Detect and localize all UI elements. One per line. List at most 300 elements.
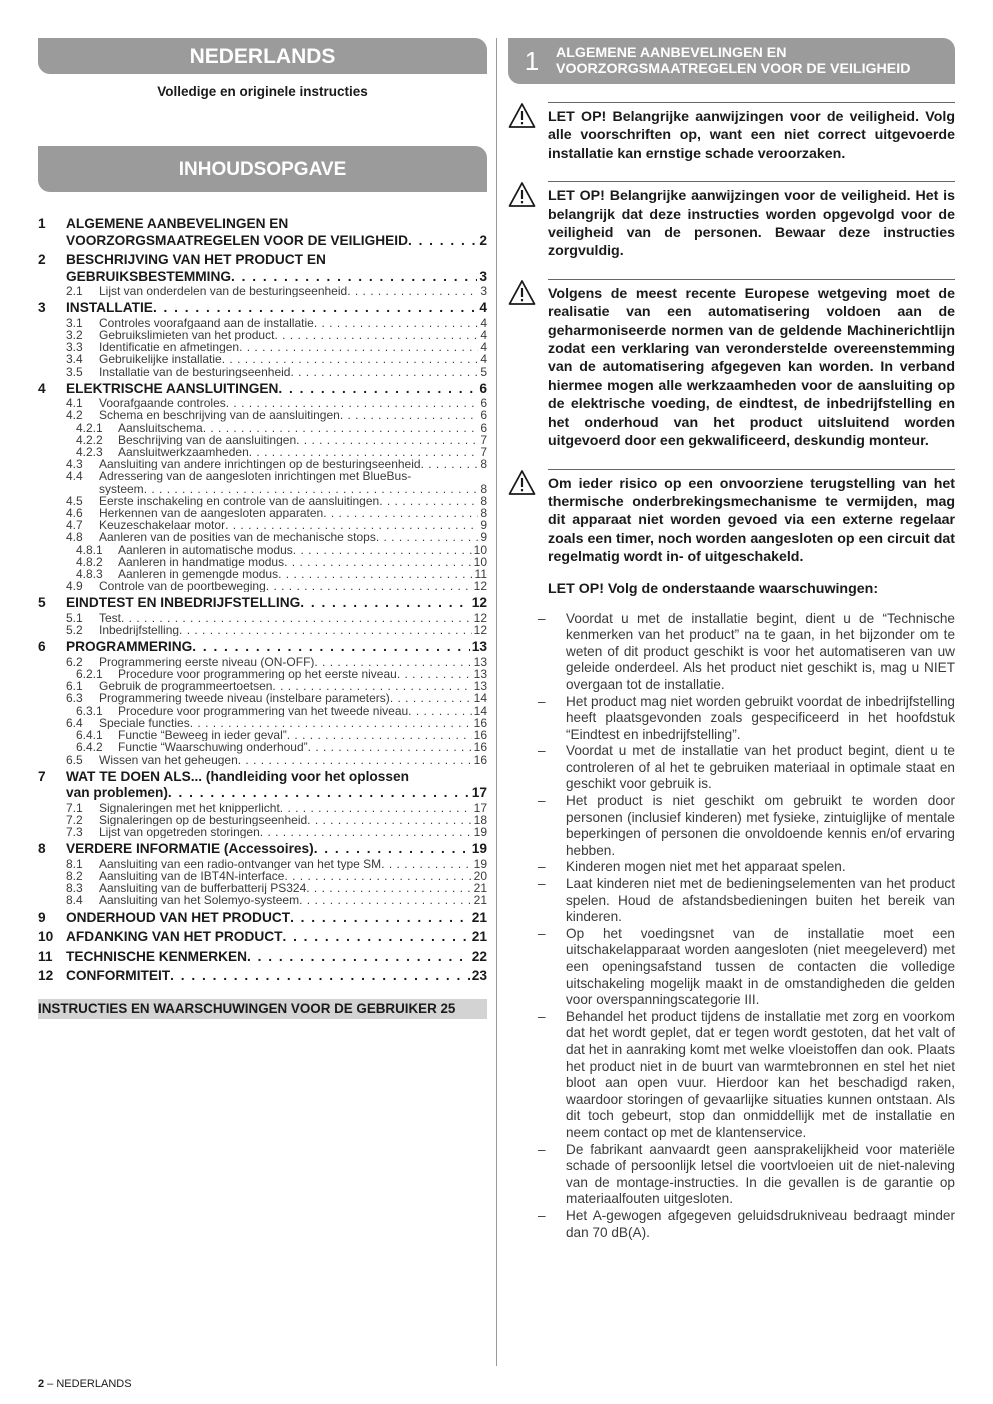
list-item: – Op het voedingsnet van de installatie moet een uitschakelapparaat worden aangesloten (niet meegeleverd) met een openingsafstand tussen de contacten die volledige uitschakeling mogelijk maakt in de omstandigheden die gelden voor overspanningscategorie III. (538, 926, 955, 1009)
toc-subsection-line (118, 705, 487, 717)
toc-subsection[interactable] (38, 814, 487, 826)
toc-chapter-title: AFDANKING VAN HET PRODUCT (66, 929, 283, 945)
toc-subsection-title: Programmering tweede niveau (instelbare parameters) (99, 692, 390, 705)
toc-subsection-number: 4.8 (66, 530, 83, 545)
toc-subsection-line (99, 680, 487, 692)
toc-chapter[interactable] (38, 949, 487, 966)
toc-subsection[interactable] (38, 612, 487, 624)
toc-page-number: 4 (480, 328, 487, 342)
toc-chapter[interactable] (38, 769, 487, 802)
toc-subsection-number: 4.3 (66, 457, 83, 472)
column-divider (496, 38, 497, 1366)
section-title-line-1: ALGEMENE AANBEVELINGEN EN (556, 45, 787, 61)
toc-subsection[interactable] (38, 668, 487, 680)
language-banner: NEDERLANDS (38, 38, 487, 74)
toc-page-number: 13 (473, 668, 487, 681)
toc-page-number: 12 (471, 595, 487, 611)
toc-chapter-title-line (66, 381, 487, 398)
toc-chapter[interactable] (38, 910, 487, 927)
toc-page-number: 10 (473, 543, 487, 556)
toc-page-number: 4 (480, 353, 487, 366)
toc-chapter-title-line (66, 785, 487, 802)
warning-triangle-icon (508, 279, 548, 451)
toc-subsection-title: Voorafgaande controles (99, 397, 226, 410)
toc-chapter-number: 6 (38, 639, 46, 655)
toc-leader-dots (307, 814, 471, 826)
toc-leader-dots (260, 826, 472, 838)
toc-page-number: 14 (473, 704, 487, 717)
toc-subsection-title: Gebruik de programmeertoetsen (99, 680, 273, 693)
toc-subsection[interactable] (38, 624, 487, 636)
toc-chapter[interactable] (38, 841, 487, 858)
warning-block (508, 181, 955, 261)
toc-subsection-line (99, 692, 487, 704)
toc-chapter-number: 2 (38, 252, 46, 267)
toc-subsection[interactable] (38, 458, 487, 470)
toc-page-number: 8 (480, 482, 487, 495)
left-column (38, 38, 487, 1019)
toc-subsection-title: Signaleringen met het knipperlicht (99, 801, 280, 814)
toc-subsection[interactable] (38, 882, 487, 894)
toc-subsection-line (118, 668, 487, 680)
toc-subsection-number (38, 483, 99, 495)
toc-chapter-title-line (66, 968, 487, 985)
right-column (508, 38, 955, 1241)
toc-subsection[interactable] (38, 705, 487, 717)
toc-chapter[interactable] (38, 595, 487, 612)
toc-chapter-number: 5 (38, 595, 46, 611)
toc-page-number: 17 (471, 785, 487, 801)
toc-chapter-number: 12 (38, 968, 54, 984)
toc-chapter-title-line (66, 300, 487, 317)
toc-subsection-line (118, 544, 487, 556)
toc-subsection[interactable] (38, 754, 487, 766)
toc-subsection[interactable] (38, 483, 487, 495)
toc-subsection-line (99, 656, 487, 668)
toc-page-number: 11 (474, 568, 487, 581)
toc-subsection[interactable] (38, 507, 487, 519)
toc-page-number: 21 (471, 909, 487, 925)
toc-subsection-title: Functie “Waarschuwing onderhoud” (118, 741, 308, 754)
toc-subsection[interactable] (38, 826, 487, 838)
warning-text: Volgens de meest recente Europese wetgeving moet de realisatie van een automatisering voldoen aan de geharmoniseerde normen van de geldende Machinerichtlijn zodat een verklaring van veronderstelde overeenstemming van de automatisering afgegeven kan worden. In verband hiermee mogen alle werkzaamheden voor de aansluiting op de elektrische voeding, de eindtest, de inbedrijfstelling en het onderhoud van het product uitsluitend worden uitgevoerd door een gekwalificeerd, deskundig monteur. (548, 279, 955, 451)
toc-subsection-line (118, 446, 487, 458)
toc-subsection-number: 4.8.2 (76, 554, 103, 569)
list-item: – Laat kinderen niet met de bedieningselementen van het product spelen. Houd de afstandsbedieningen buiten het bereik van kinderen. (538, 876, 955, 926)
toc-subsection-number: 6.3 (66, 691, 83, 706)
toc-user-instructions-entry[interactable] (38, 999, 487, 1019)
toc-chapter-body (66, 841, 487, 858)
toc-leader-dots (239, 341, 478, 353)
toc-subsection-line (99, 317, 487, 329)
toc-leader-dots (272, 680, 471, 692)
toc-leader-dots (408, 233, 477, 250)
toc-subsection[interactable] (38, 397, 487, 409)
toc-subsection-title: Schema en beschrijving van de aansluitingen (99, 409, 340, 422)
warning-block (508, 469, 955, 567)
section-title-line-2: VOORZORGSMAATREGELEN VOOR DE VEILIGHEID (556, 61, 911, 77)
toc-leader-dots (222, 353, 479, 365)
toc-chapter-title-line: BESCHRIJVING VAN HET PRODUCT EN (66, 252, 326, 267)
toc-subsection-title: Adressering van de aangesloten inrichtingen met BlueBus- (99, 470, 412, 483)
warning-triangle-icon (508, 469, 548, 567)
toc-leader-dots (284, 556, 472, 568)
toc-subsection-line (99, 624, 487, 636)
toc-subsection-title: Signaleringen op de besturingseenheid (99, 813, 308, 827)
toc-page-number: 16 (473, 716, 487, 730)
toc-subsection-line (99, 285, 487, 297)
toc-subsection[interactable] (38, 544, 487, 556)
toc-subsection[interactable] (38, 519, 487, 531)
toc-subsection[interactable] (38, 434, 487, 446)
toc-subsection-line (99, 366, 487, 378)
toc-page-number: 3 (480, 285, 487, 298)
toc-subsection-line (99, 341, 487, 353)
toc-subsection[interactable] (38, 495, 487, 507)
toc-leader-dots (238, 754, 472, 766)
toc-subsection-number: 4.1 (66, 396, 83, 411)
toc-subsection-title: Aansluiting van de IBT4N-interface (99, 870, 285, 883)
toc-page-number: 21 (471, 929, 487, 945)
toc-page-number: 12 (473, 624, 487, 637)
toc-page-number: 4 (479, 300, 487, 316)
toc-chapter-title: EINDTEST EN INBEDRIJFSTELLING (66, 595, 301, 611)
toc-leader-dots (225, 519, 478, 531)
toc-page-number: 8 (480, 494, 487, 508)
toc-subsection-line (118, 568, 487, 580)
toc-chapter[interactable] (38, 300, 487, 317)
toc-subsection-title: Aansluitwerkzaamheden (118, 446, 249, 459)
toc-subsection-title: Eerste inschakeling en controle van de aansluitingen (99, 494, 380, 508)
toc-chapter-title: ONDERHOUD VAN HET PRODUCT (66, 909, 291, 925)
toc-subsection-title: Lijst van onderdelen van de besturingseenheid (99, 285, 348, 298)
toc-subsection-line (99, 754, 487, 766)
toc-chapter[interactable] (38, 968, 487, 985)
toc-chapter-body (66, 929, 487, 946)
toc-subsection-line (99, 882, 487, 894)
toc-subsection-line (118, 741, 487, 753)
toc-chapter-title-line: WAT TE DOEN ALS... (handleiding voor het oplossen (66, 768, 409, 784)
toc-page-number: 6 (480, 397, 487, 410)
toc-subsection-line (118, 434, 487, 446)
toc-page-number: 17 (473, 801, 487, 814)
toc-leader-dots (121, 612, 472, 624)
toc-page-number: 8 (480, 507, 487, 520)
table-of-contents (38, 216, 487, 985)
toc-leader-dots (293, 544, 472, 556)
toc-subsection-number: 2.1 (66, 284, 83, 298)
toc-leader-dots (278, 568, 472, 580)
toc-leader-dots (296, 434, 478, 446)
toc-leader-dots (376, 531, 478, 543)
toc-subsection[interactable] (38, 802, 487, 814)
toc-page-number: 19 (473, 826, 487, 839)
toc-page-number: 4 (480, 316, 487, 329)
toc-subsection-line (99, 612, 487, 624)
document-subtitle: Volledige en originele instructies (157, 84, 368, 99)
toc-page-number: 21 (473, 882, 487, 895)
toc-page-number: 8 (480, 458, 487, 471)
toc-subsection-line (99, 858, 487, 870)
toc-subsection-line (99, 409, 487, 421)
warnings-list (508, 102, 955, 567)
toc-page-number: 10 (473, 555, 487, 569)
toc-subsection[interactable] (38, 353, 487, 365)
toc-subsection-title: Herkennen van de aangesloten apparaten (99, 507, 324, 520)
toc-chapter-title: VOORZORGSMAATREGELEN VOOR DE VEILIGHEID (66, 232, 408, 248)
toc-page-number: 23 (471, 968, 487, 984)
toc-chapter[interactable] (38, 381, 487, 398)
toc-page-number: 6 (480, 421, 487, 434)
toc-chapter-title: CONFORMITEIT (66, 968, 171, 984)
toc-chapter-title-line (66, 595, 487, 612)
toc-chapter-body (66, 595, 487, 612)
toc-chapter-title: PROGRAMMERING (66, 639, 193, 655)
toc-subsection-title: Installatie van de besturingseenheid (99, 365, 291, 378)
toc-subsection-title: Identificatie en afmetingen (99, 341, 240, 354)
toc-leader-dots (190, 717, 472, 729)
toc-subsection-number: 6.2.1 (76, 667, 103, 682)
toc-subsection[interactable] (38, 870, 487, 882)
toc-subsection-number: 3.2 (66, 327, 83, 342)
toc-subsection[interactable] (38, 692, 487, 704)
toc-page-number: 3 (479, 268, 487, 284)
list-item: – Kinderen mogen niet met het apparaat spelen. (538, 859, 955, 876)
toc-page-number: 16 (473, 741, 487, 754)
toc-subsection-title: Gebruikslimieten van het product (99, 328, 275, 342)
toc-subsection[interactable] (38, 894, 487, 906)
toc-leader-dots (266, 580, 472, 592)
list-item: – De fabrikant aanvaardt geen aansprakelijkheid voor materiële schade of persoonlijk letsel die voortvloeien uit de niet-naleving van de montage-instructies. In die gevallen is de garantie op materiaalfouten uitgesloten. (538, 1142, 955, 1208)
toc-page-number: 6 (480, 409, 487, 422)
warning-text: Om ieder risico op een onvoorziene terugstelling van het thermische onderbrekingsmechanisme te vermijden, mag dit apparaat niet worden gevoed via een externe regelaar zoals een timer, noch worden aangesloten op een circuit dat regelmatig wordt in- of uitgeschakeld. (548, 469, 955, 567)
toc-subsection-title: Functie “Beweeg in ieder geval” (118, 729, 287, 742)
toc-subsection-number: 6.2 (66, 654, 83, 669)
toc-chapter-body (66, 968, 487, 985)
toc-page-number: 19 (471, 841, 487, 857)
toc-subsection[interactable] (38, 470, 487, 482)
toc-subsection-number: 4.7 (66, 518, 83, 533)
toc-leader-dots (340, 409, 478, 421)
toc-page-number: 9 (480, 519, 487, 532)
toc-subsection-number: 8.4 (66, 893, 83, 908)
toc-subsection-line (99, 397, 487, 409)
list-item: – Behandel het product tijdens de installatie met zorg en voorkom dat het wordt geplet, dat er tegen wordt gestoten, dat het valt of dat het in aanraking komt met welke vloeistoffen dan ook. Plaats het product niet in de buurt van warmtebronnen en stel het niet bloot aan open vuur. Hierdoor kan het beschadigd raken, waardoor storingen of gevaarlijke situaties kunnen ontstaan. Als dit toch gebeurt, stop dan onmiddellijk met de installatie en neem contact op met de klantenservice. (538, 1009, 955, 1142)
toc-subsection-number: 3.4 (66, 352, 83, 367)
toc-subsection-title: Aansluiting van het Solemyo-systeem (99, 894, 300, 907)
toc-chapter[interactable] (38, 929, 487, 946)
toc-subsection-title: Keuzeschakelaar motor (99, 519, 226, 532)
toc-subsection-line (99, 826, 487, 838)
toc-chapter-number: 3 (38, 300, 46, 316)
toc-leader-dots (287, 729, 472, 741)
toc-page-number: 13 (473, 655, 487, 669)
toc-subsection-line (99, 580, 487, 592)
toc-subsection[interactable] (38, 568, 487, 580)
toc-leader-dots (408, 705, 471, 717)
toc-subsection-number: 4.2.1 (76, 420, 103, 435)
toc-subsection-title: Aansluitschema (118, 421, 203, 434)
toc-leader-dots (306, 882, 471, 894)
toc-chapter-title-line: ALGEMENE AANBEVELINGEN EN (66, 216, 289, 231)
toc-subsection[interactable] (38, 656, 487, 668)
toc-leader-dots (249, 446, 479, 458)
toc-chapter-title-line (66, 269, 487, 286)
toc-chapter[interactable] (38, 216, 487, 249)
toc-subsection[interactable] (38, 446, 487, 458)
toc-subsection[interactable] (38, 556, 487, 568)
toc-subsection-title: Aanleren in handmatige modus (118, 555, 285, 569)
toc-leader-dots (203, 422, 479, 434)
toc-page-number: 21 (473, 894, 487, 907)
toc-chapter-title-line (66, 233, 487, 250)
toc-chapter-body (66, 769, 487, 802)
toc-subsection[interactable] (38, 285, 487, 297)
toc-page-number: 20 (473, 870, 487, 883)
toc-chapter-body (66, 216, 487, 249)
toc-subsection-line (99, 458, 487, 470)
toc-leader-dots (168, 785, 470, 802)
warning-text: LET OP! Belangrijke aanwijzingen voor de veiligheid. Volg alle voorschriften op, want een niet correct uitgevoerde installatie kan ernstige schade veroorzaken. (548, 102, 955, 163)
toc-subsection-number: 4.8.1 (76, 542, 103, 557)
toc-subsection-number: 7.2 (66, 812, 83, 827)
toc-page-number: 5 (480, 365, 487, 378)
toc-chapter-number: 7 (38, 768, 46, 784)
toc-chapter[interactable] (38, 639, 487, 656)
toc-leader-dots (290, 366, 478, 378)
toc-chapter[interactable] (38, 252, 487, 285)
toc-subsection-line (99, 507, 487, 519)
toc-leader-dots (280, 802, 472, 814)
toc-subsection-line (99, 802, 487, 814)
toc-leader-dots (314, 656, 471, 668)
toc-subsection[interactable] (38, 422, 487, 434)
toc-subsection-title: Aanleren van de posities van de mechanische stops (99, 531, 376, 544)
toc-subsection[interactable] (38, 741, 487, 753)
section-banner (508, 38, 955, 84)
toc-leader-dots (308, 741, 472, 753)
toc-subsection-title: Controles voorafgaand aan de installatie (99, 316, 314, 329)
toc-leader-dots (274, 329, 478, 341)
toc-subsection-number: 6.3.1 (76, 703, 103, 718)
toc-leader-dots (290, 910, 470, 927)
toc-subsection-title: Beschrijving van de aansluitingen (118, 433, 297, 447)
warning-block (508, 102, 955, 163)
toc-subsection-number: 7.3 (66, 825, 83, 840)
toc-subsection-number: 4.5 (66, 493, 83, 508)
toc-subsection-line (118, 556, 487, 568)
toc-subsection-title: Lijst van opgetreden storingen (99, 826, 260, 839)
toc-subsection-title: Gebruikelijke installatie (99, 353, 222, 366)
toc-leader-dots (282, 929, 469, 946)
section-number: 1 (524, 45, 540, 76)
toc-subsection-title: Controle van de poortbeweging (99, 580, 266, 593)
toc-subsection[interactable] (38, 717, 487, 729)
toc-subsection-title: Aanleren in automatische modus (118, 543, 293, 556)
toc-subsection[interactable] (38, 729, 487, 741)
toc-subsection[interactable] (38, 409, 487, 421)
toc-banner: INHOUDSOPGAVE (38, 146, 487, 192)
toc-chapter-number: 1 (38, 216, 46, 231)
toc-leader-dots (347, 285, 478, 297)
list-item: – Het product mag niet worden gebruikt voordat de inbedrijfstelling heeft plaatsgevonden zoals gespecificeerd in het hoofdstuk “Eindtest en inbedrijfstelling”. (538, 694, 955, 744)
toc-subsection-line (99, 894, 487, 906)
toc-subsection-line (118, 422, 487, 434)
toc-leader-dots (314, 841, 470, 858)
toc-subsection-number: 4.2 (66, 408, 83, 423)
toc-subsection[interactable] (38, 580, 487, 592)
toc-subsection[interactable] (38, 366, 487, 378)
toc-subsection-title: Aanleren in gemengde modus (118, 568, 279, 581)
toc-chapter-title: TECHNISCHE KENMERKEN (66, 948, 247, 964)
toc-subsection[interactable] (38, 858, 487, 870)
toc-subsection[interactable] (38, 317, 487, 329)
toc-leader-dots (397, 668, 472, 680)
toc-page-number: 13 (471, 639, 487, 655)
toc-chapter-title: van problemen) (66, 785, 168, 801)
toc-page-number: 4 (480, 341, 487, 354)
toc-chapter-number: 10 (38, 929, 54, 945)
toc-subsection-number: 4.8.3 (76, 567, 103, 582)
toc-subsection-number: 5.2 (66, 623, 83, 638)
toc-subsection-number: 6.4.1 (76, 728, 103, 743)
toc-subsection-number: 6.1 (66, 679, 83, 694)
toc-chapter-body (66, 910, 487, 927)
toc-chapter-number: 9 (38, 909, 46, 925)
page-footer (38, 1378, 132, 1390)
toc-subsection-number: 8.3 (66, 881, 83, 896)
toc-page-number: 7 (480, 433, 487, 447)
toc-chapter-number: 11 (38, 948, 53, 964)
toc-subsection-number: 6.4.2 (76, 740, 103, 755)
toc-chapter-body (66, 252, 487, 285)
toc-leader-dots (314, 317, 479, 329)
toc-subsection-number: 6.4 (66, 715, 83, 730)
toc-subsection-line (99, 717, 487, 729)
toc-subsection-number: 3.5 (66, 364, 83, 379)
toc-subsection[interactable] (38, 531, 487, 543)
toc-page-number: 7 (480, 446, 487, 459)
toc-subsection-line (99, 814, 487, 826)
footer-language: NEDERLANDS (56, 1378, 132, 1390)
toc-leader-dots (421, 458, 479, 470)
toc-subsection-title: Speciale functies (99, 716, 190, 730)
toc-subsection-line (99, 470, 487, 482)
toc-leader-dots (300, 595, 470, 612)
toc-subsection[interactable] (38, 341, 487, 353)
toc-page-number: 2 (479, 232, 487, 248)
footer-page-number: 2 (38, 1378, 45, 1390)
toc-leader-dots (192, 639, 470, 656)
toc-chapter-title-line (66, 949, 487, 966)
toc-subsection-title: systeem (99, 482, 144, 495)
footer-separator: – (44, 1378, 57, 1390)
toc-chapter-title: INSTALLATIE (66, 300, 153, 316)
toc-subsection[interactable] (38, 680, 487, 692)
warning-triangle-icon (508, 181, 548, 261)
toc-leader-dots (284, 870, 471, 882)
toc-chapter-number: 8 (38, 841, 46, 857)
toc-subsection-number: 6.5 (66, 752, 83, 767)
toc-leader-dots (179, 624, 472, 636)
toc-leader-dots (247, 949, 470, 966)
toc-page-number: 18 (473, 813, 487, 827)
toc-subsection-line (99, 531, 487, 543)
toc-chapter-title: ELEKTRISCHE AANSLUITINGEN (66, 380, 279, 396)
toc-page-number: 12 (473, 611, 487, 625)
toc-subsection-number: 4.2.2 (76, 432, 103, 447)
toc-subsection[interactable] (38, 329, 487, 341)
